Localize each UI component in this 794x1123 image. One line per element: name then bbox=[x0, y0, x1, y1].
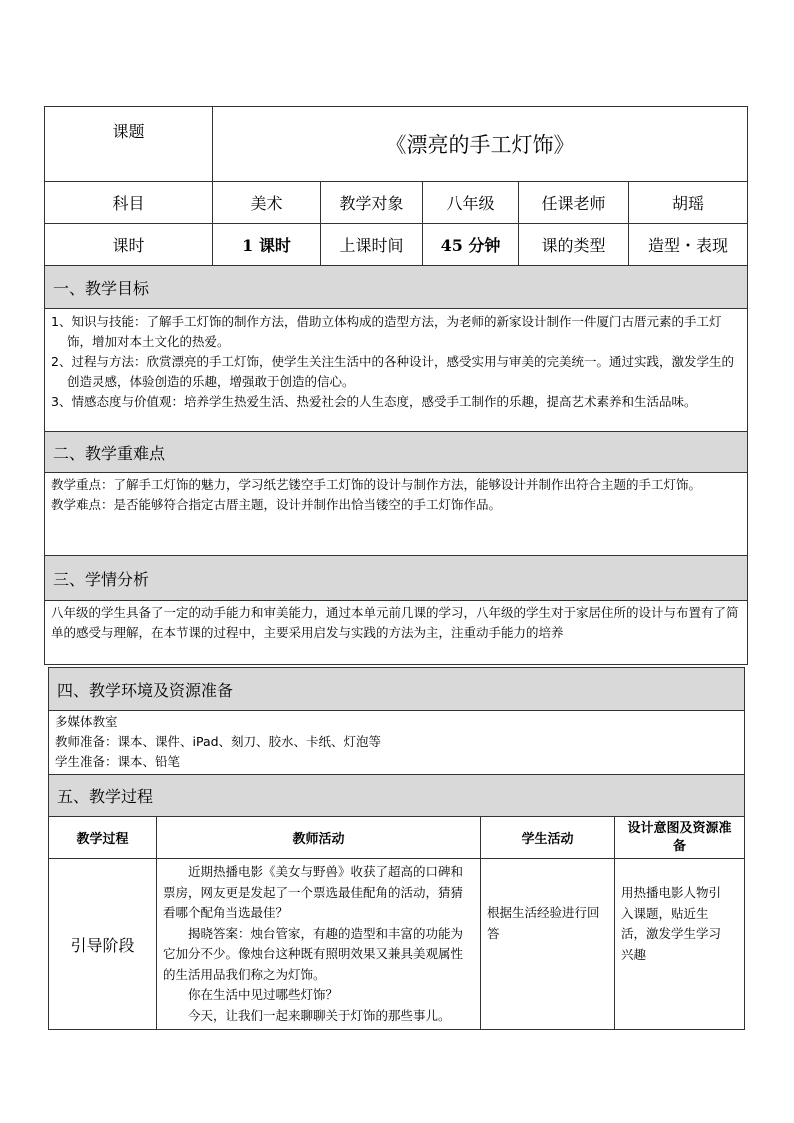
analysis-heading: 三、学情分析 bbox=[45, 556, 748, 601]
time-label: 上课时间 bbox=[321, 224, 423, 266]
teacher-activity-paragraph: 今天，让我们一起来聊聊关于灯饰的那些事儿。 bbox=[188, 1007, 451, 1023]
key-difficulty: 教学难点：是否能够符合指定古厝主题，设计并制作出恰当镂空的手工灯饰作品。 bbox=[51, 497, 502, 512]
environment-line: 多媒体教室 bbox=[55, 714, 118, 729]
teacher-activity-paragraph: 揭晓答案：烛台管家，有趣的造型和丰富的功能为它加分不少。像烛台这种既有照明效果又兼具美观属性的生活用品我们称之为灯饰。 bbox=[163, 925, 464, 982]
topic-title: 《漂亮的手工灯饰》 bbox=[213, 107, 748, 182]
goals-heading: 一、教学目标 bbox=[45, 266, 748, 309]
environment-line: 学生准备：课本、铅笔 bbox=[55, 754, 181, 769]
teacher-activity-cell bbox=[157, 859, 481, 1030]
goal-item: 3、情感态度与价值观：培养学生热爱生活、热爱社会的人生态度，感受手工制作的乐趣，提高艺术素养和生活品味。 bbox=[51, 394, 697, 409]
hours-value: 1 课时 bbox=[213, 224, 321, 266]
student-activity-cell: 根据生活经验进行回答 bbox=[481, 859, 615, 1030]
table-row bbox=[49, 859, 745, 1030]
key-points-body bbox=[45, 473, 748, 556]
teacher-label: 任课老师 bbox=[519, 182, 629, 224]
audience-value: 八年级 bbox=[423, 182, 519, 224]
environment-heading: 四、教学环境及资源准备 bbox=[49, 668, 745, 711]
col-header-student: 学生活动 bbox=[481, 817, 615, 859]
environment-body bbox=[49, 711, 745, 775]
goal-item: 2、过程与方法：欣赏漂亮的手工灯饰，使学生关注生活中的各种设计，感受实用与审美的完美统一。通过实践，激发学生的创造灵感，体验创造的乐趣，增强敢于创造的信心。 bbox=[51, 354, 734, 389]
process-heading: 五、教学过程 bbox=[49, 775, 745, 817]
topic-label: 课题 bbox=[45, 107, 213, 182]
stage-cell: 引导阶段 bbox=[49, 859, 157, 1030]
subject-label: 科目 bbox=[45, 182, 213, 224]
subject-value: 美术 bbox=[213, 182, 321, 224]
process-table bbox=[48, 667, 745, 1030]
type-value: 造型・表现 bbox=[629, 224, 748, 266]
goal-item: 1、知识与技能：了解手工灯饰的制作方法，借助立体构成的造型方法，为老师的新家设计制作一件厦门古厝元素的手工灯饰，增加对本土文化的热爱。 bbox=[51, 314, 722, 349]
analysis-body bbox=[45, 601, 748, 665]
teacher-activity-paragraph: 你在生活中见过哪些灯饰？ bbox=[188, 987, 339, 1002]
col-header-stage: 教学过程 bbox=[49, 817, 157, 859]
type-label: 课的类型 bbox=[519, 224, 629, 266]
col-header-intent: 设计意图及资源准备 bbox=[615, 817, 745, 859]
teacher-activity-paragraph: 近期热播电影《美女与野兽》收获了超高的口碑和票房，网友更是发起了一个票选最佳配角的活动，猜猜看哪个配角当选最佳？ bbox=[163, 864, 464, 920]
col-header-teacher: 教师活动 bbox=[157, 817, 481, 859]
audience-label: 教学对象 bbox=[321, 182, 423, 224]
key-points-heading: 二、教学重难点 bbox=[45, 432, 748, 473]
hours-label: 课时 bbox=[45, 224, 213, 266]
time-value: 45 分钟 bbox=[423, 224, 519, 266]
environment-line: 教师准备：课本、课件、iPad、刻刀、胶水、卡纸、灯泡等 bbox=[55, 734, 382, 749]
teacher-value: 胡瑶 bbox=[629, 182, 748, 224]
intent-cell: 用热播电影人物引入课题，贴近生活，激发学生学习兴趣 bbox=[615, 859, 745, 1030]
key-focus: 教学重点：了解手工灯饰的魅力，学习纸艺镂空手工灯饰的设计与制作方法，能够设计并制作出符合主题的手工灯饰。 bbox=[51, 477, 702, 492]
analysis-text: 八年级的学生具备了一定的动手能力和审美能力，通过本单元前几课的学习，八年级的学生对于家居住所的设计与布置有了简单的感受与理解，在本节课的过程中，主要采用启发与实践的方法为主，注重动手能力的培养 bbox=[51, 605, 739, 640]
goals-body bbox=[45, 309, 748, 432]
lesson-plan-table bbox=[44, 106, 748, 665]
